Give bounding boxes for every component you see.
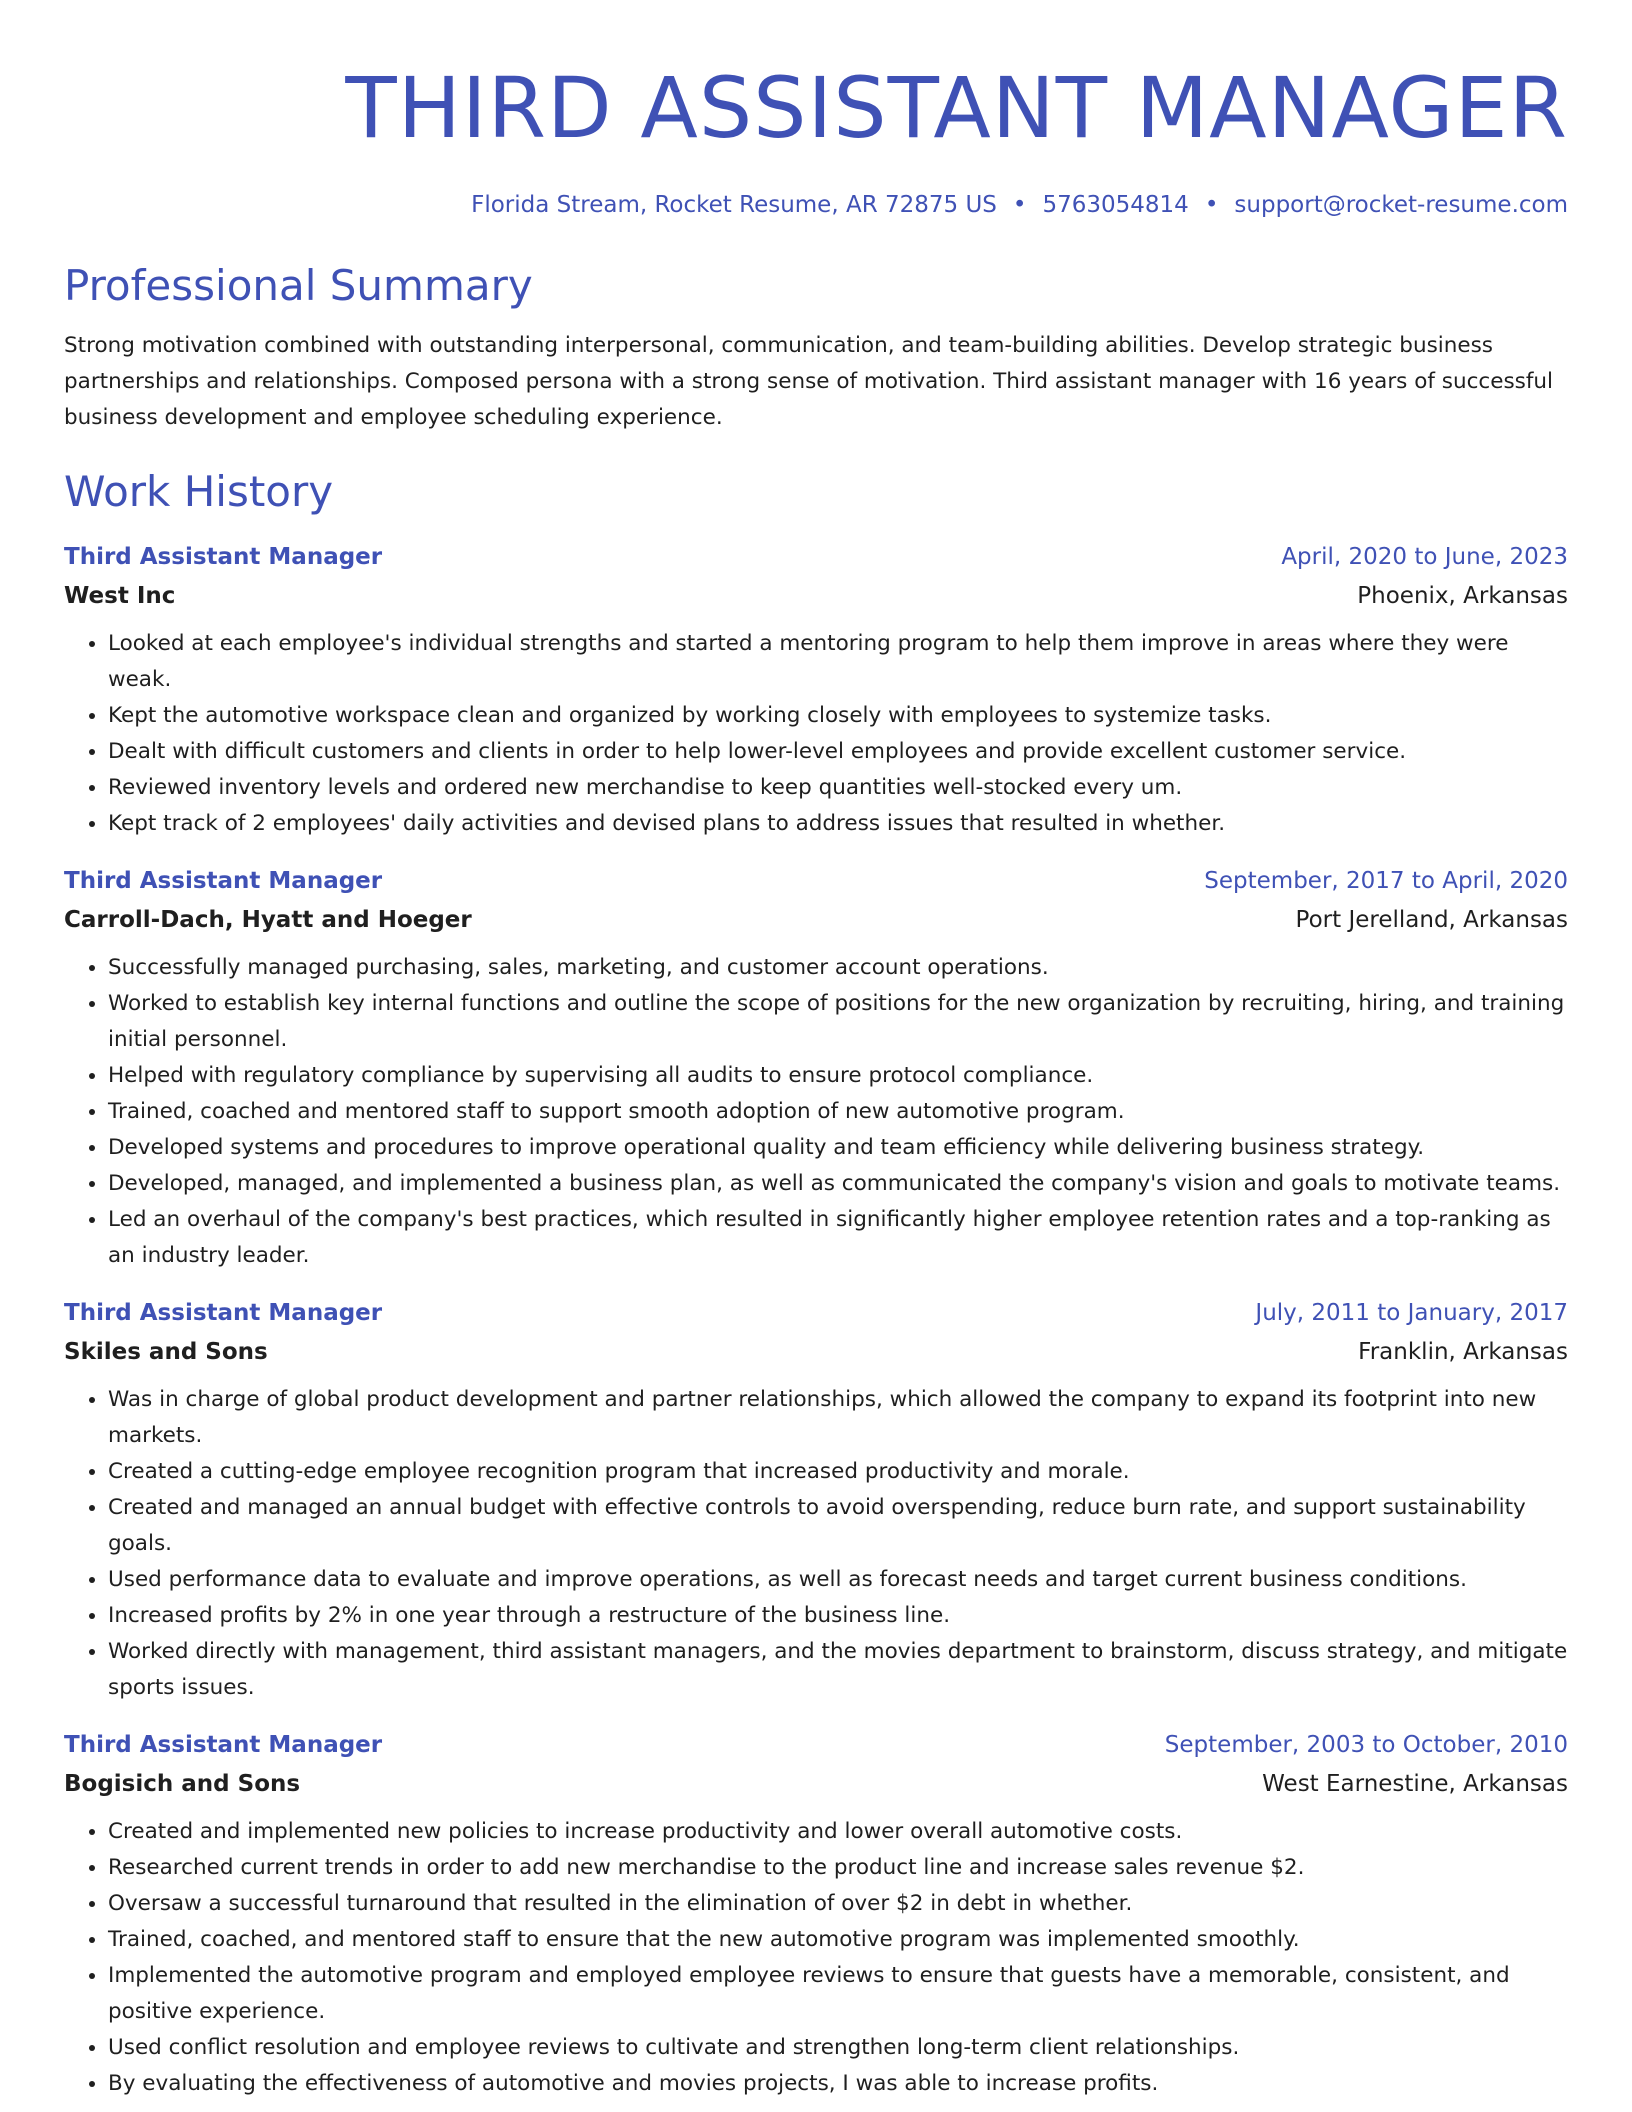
job-company: Skiles and Sons xyxy=(64,1339,268,1365)
summary-heading: Professional Summary xyxy=(64,261,533,310)
job-dates: July, 2011 to January, 2017 xyxy=(1255,1300,1568,1326)
job-company-row xyxy=(64,1762,1568,1802)
job-bullet: • Trained, coached, and mentored staff to ensure that the new automotive program was implemented smoothly. xyxy=(108,1922,1568,1958)
job-company-row xyxy=(64,1330,1568,1370)
job-bullet: • Trained, coached and mentored staff to support smooth adoption of new automotive program. xyxy=(108,1094,1568,1130)
job-bullet: • Developed, managed, and implemented a business plan, as well as communicated the company's vision and goals to motivate teams. xyxy=(108,1166,1568,1202)
job-bullet: • Dealt with difficult customers and clients in order to help lower-level employees and provide excellent customer service. xyxy=(108,734,1568,770)
job-bullet: • Used performance data to evaluate and improve operations, as well as forecast needs and target current business conditions. xyxy=(108,1562,1568,1598)
job-dates: September, 2017 to April, 2020 xyxy=(1204,868,1568,894)
job-bullet: • Created and managed an annual budget with effective controls to avoid overspending, reduce burn rate, and support sustainability goals. xyxy=(108,1490,1568,1562)
job-bullet: • Looked at each employee's individual strengths and started a mentoring program to help them improve in areas where they were weak. xyxy=(108,626,1568,698)
job-title-row xyxy=(64,1296,1568,1330)
job-bullet: • Was in charge of global product development and partner relationships, which allowed the company to expand its footprint into new markets. xyxy=(108,1382,1568,1454)
candidate-name: THIRD ASSISTANT MANAGER xyxy=(345,59,1568,157)
job-bullet: • Created a cutting-edge employee recognition program that increased productivity and morale. xyxy=(108,1454,1568,1490)
job-bullet: • Worked to establish key internal functions and outline the scope of positions for the new organization by recruiting, hiring, and training initial personnel. xyxy=(108,986,1568,1058)
job-company: Bogisich and Sons xyxy=(64,1771,301,1797)
job-bullet: • By evaluating the effectiveness of automotive and movies projects, I was able to increase profits. xyxy=(108,2066,1568,2102)
job-bullet: • Helped with regulatory compliance by supervising all audits to ensure protocol compliance. xyxy=(108,1058,1568,1094)
work-history-list xyxy=(64,540,1568,2102)
job-entry xyxy=(64,864,1568,1274)
job-company: Carroll-Dach, Hyatt and Hoeger xyxy=(64,907,472,933)
job-title-row xyxy=(64,540,1568,574)
job-title: Third Assistant Manager xyxy=(64,1300,383,1326)
job-location: Phoenix, Arkansas xyxy=(1357,583,1568,609)
contact-separator: • xyxy=(1012,192,1027,218)
contact-separator: • xyxy=(1204,192,1219,218)
job-bullet: • Implemented the automotive program and employed employee reviews to ensure that guests have a memorable, consistent, and positive experience. xyxy=(108,1958,1568,2030)
job-bullet: • Oversaw a successful turnaround that resulted in the elimination of over $2 in debt in whether. xyxy=(108,1886,1568,1922)
job-bullet: • Increased profits by 2% in one year through a restructure of the business line. xyxy=(108,1598,1568,1634)
job-bullet: • Used conflict resolution and employee reviews to cultivate and strengthen long-term client relationships. xyxy=(108,2030,1568,2066)
contact-line xyxy=(64,190,1568,220)
job-title-row xyxy=(64,1728,1568,1762)
job-title-row xyxy=(64,864,1568,898)
job-title: Third Assistant Manager xyxy=(64,868,383,894)
job-entry xyxy=(64,1728,1568,2102)
job-company-row xyxy=(64,898,1568,938)
job-title: Third Assistant Manager xyxy=(64,1732,383,1758)
job-dates: September, 2003 to October, 2010 xyxy=(1164,1732,1568,1758)
job-bullet: • Created and implemented new policies to increase productivity and lower overall automotive costs. xyxy=(108,1814,1568,1850)
job-bullet-list xyxy=(64,1814,1568,2102)
job-company: West Inc xyxy=(64,583,176,609)
work-history-heading: Work History xyxy=(64,467,334,516)
job-entry xyxy=(64,540,1568,842)
job-dates: April, 2020 to June, 2023 xyxy=(1281,544,1568,570)
job-bullet: • Developed systems and procedures to improve operational quality and team efficiency while delivering business strategy. xyxy=(108,1130,1568,1166)
job-location: West Earnestine, Arkansas xyxy=(1262,1771,1568,1797)
job-bullet: • Researched current trends in order to add new merchandise to the product line and increase sales revenue $2. xyxy=(108,1850,1568,1886)
resume-header xyxy=(64,60,1568,220)
job-bullet: • Reviewed inventory levels and ordered new merchandise to keep quantities well-stocked every um. xyxy=(108,770,1568,806)
job-entry xyxy=(64,1296,1568,1706)
job-company-row xyxy=(64,574,1568,614)
job-title: Third Assistant Manager xyxy=(64,544,383,570)
job-location: Franklin, Arkansas xyxy=(1358,1339,1568,1365)
contact-address: Florida Stream, Rocket Resume, AR 72875 US xyxy=(471,192,997,218)
contact-phone: 5763054814 xyxy=(1042,192,1189,218)
job-bullet: • Led an overhaul of the company's best practices, which resulted in significantly higher employee retention rates and a top-ranking as an industry leader. xyxy=(108,1202,1568,1274)
summary-text: Strong motivation combined with outstanding interpersonal, communication, and team-building abilities. Develop strategic business partnerships and relationships. Composed persona with a strong sense of motivation. Third assistant manager with 16 years of successful business development and employee scheduling experience. xyxy=(64,333,1554,430)
contact-email: support@rocket-resume.com xyxy=(1234,192,1568,218)
job-bullet: • Kept the automotive workspace clean and organized by working closely with employees to systemize tasks. xyxy=(108,698,1568,734)
job-bullet-list xyxy=(64,1382,1568,1706)
job-bullet: • Successfully managed purchasing, sales, marketing, and customer account operations. xyxy=(108,950,1568,986)
job-location: Port Jerelland, Arkansas xyxy=(1295,907,1568,933)
job-bullet: • Kept track of 2 employees' daily activities and devised plans to address issues that resulted in whether. xyxy=(108,806,1568,842)
job-bullet-list xyxy=(64,626,1568,842)
job-bullet: • Worked directly with management, third assistant managers, and the movies department to brainstorm, discuss strategy, and mitigate sports issues. xyxy=(108,1634,1568,1706)
job-bullet-list xyxy=(64,950,1568,1274)
